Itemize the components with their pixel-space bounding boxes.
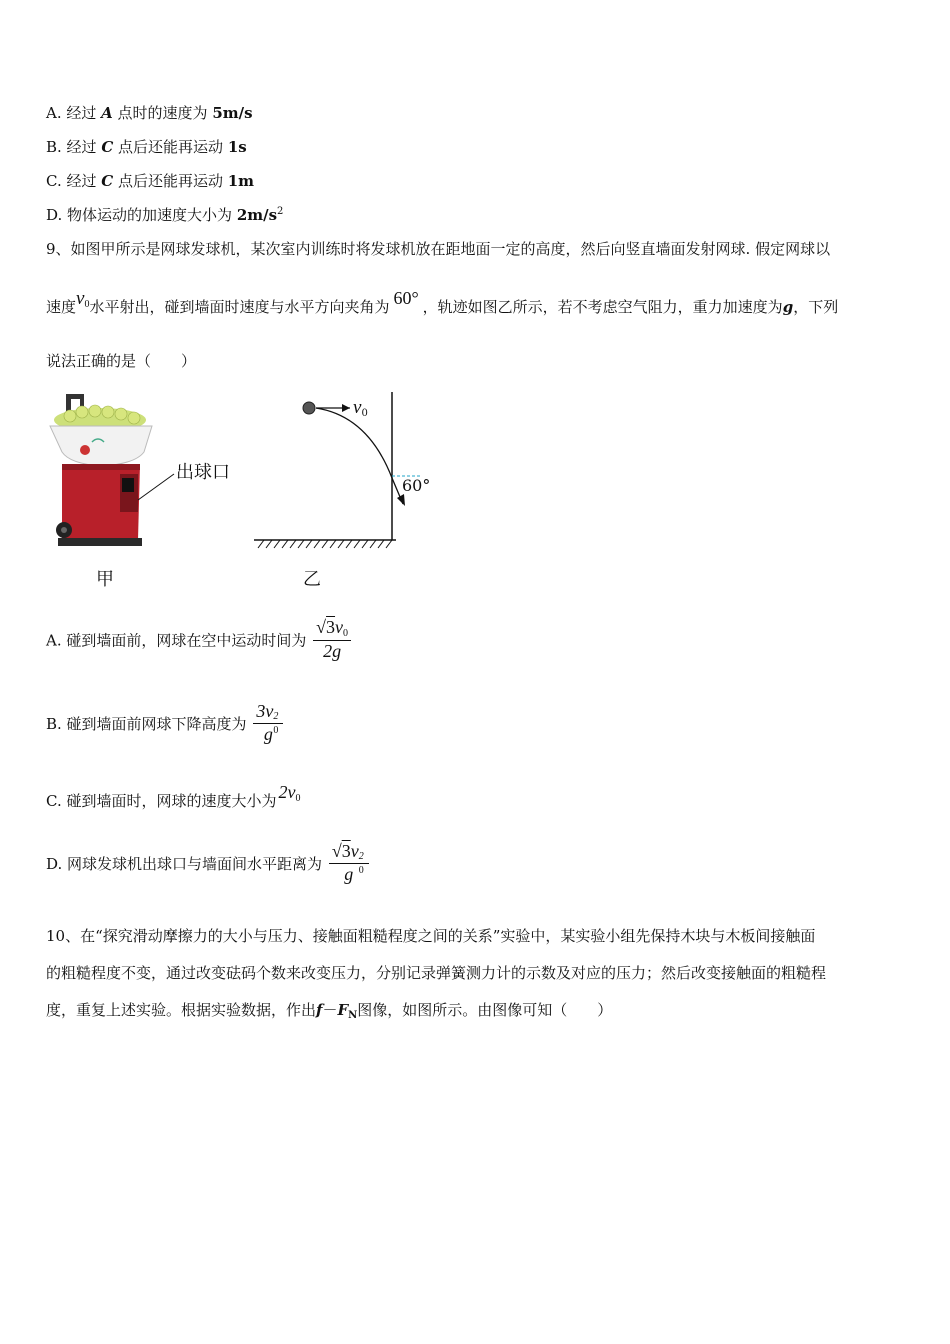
outlet-label: 出球口 xyxy=(176,462,230,483)
q8-option-c: C. 经过 C 点后还能再运动 1m xyxy=(46,172,255,190)
q9-stem-line3: 说法正确的是（ ） xyxy=(46,352,197,370)
machine-bowl xyxy=(50,426,152,466)
q9-option-a: A. 碰到墙面前，网球在空中运动时间为 $\frac{√3v_0}{2g}$ xyxy=(46,618,351,662)
q9-stem-line2: 速度$v_0$水平射出，碰到墙面时速度与水平方向夹角为 60° ，轨迹如图乙所示，若不考虑空气阻力，重力加速度为g，下列 xyxy=(46,288,839,316)
trajectory-curve xyxy=(316,408,403,504)
q9-option-c: C. 碰到墙面时，网球的速度大小为 $2v_0$ xyxy=(46,782,301,810)
q9-stem-line1: 9、如图甲所示是网球发球机，某次室内训练时将发球机放在距地面一定的高度，然后向竖直墙面发射网球. 假定网球以 xyxy=(46,240,831,258)
q9-option-d: D. 网球发球机出球口与墙面间水平距离为 √3v 2 0 g xyxy=(46,842,369,885)
ground-hatching xyxy=(258,540,392,548)
figure-jia-label: 甲 xyxy=(96,569,114,590)
q8-option-a: A. 经过 A 点时的速度为 5m/s xyxy=(46,104,253,122)
fraction-b: 3v 2 0 g xyxy=(253,702,283,745)
fraction-a: $\frac{√3v_0}{2g}$ xyxy=(313,618,351,662)
q8-option-d: D. 物体运动的加速度大小为 $2m/s^2$ xyxy=(46,206,284,224)
trajectory-figure xyxy=(250,388,450,553)
v0-symbol: $v_0$ xyxy=(76,288,90,310)
ball-outlet xyxy=(122,478,134,492)
q9-option-b: B. 碰到墙面前网球下降高度为 3v 2 0 g xyxy=(46,702,283,745)
q10-stem-line2: 的粗糙程度不变，通过改变砝码个数来改变压力，分别记录弹簧测力计的示数及对应的压力；然后改变接触面的粗糙程 xyxy=(46,964,827,982)
q8-option-b: B. 经过 C 点后还能再运动 1s xyxy=(46,138,247,156)
q10-stem-line3: 度，重复上述实验。根据实验数据，作出$f-F_N$图像，如图所示。由图像可知（ ） xyxy=(46,1001,613,1021)
figure-yi-label: 乙 xyxy=(303,569,321,590)
fraction-d: √3v 2 0 g xyxy=(329,842,369,885)
tennis-ball xyxy=(303,402,315,414)
q10-stem-line1: 10、在“探究滑动摩擦力的大小与压力、接触面粗糙程度之间的关系”实验中，某实验小组先保持木块与木板间接触面 xyxy=(46,927,816,945)
v0-figure-label: $v_0$ xyxy=(353,397,368,419)
angle-label: 60° xyxy=(402,476,431,495)
